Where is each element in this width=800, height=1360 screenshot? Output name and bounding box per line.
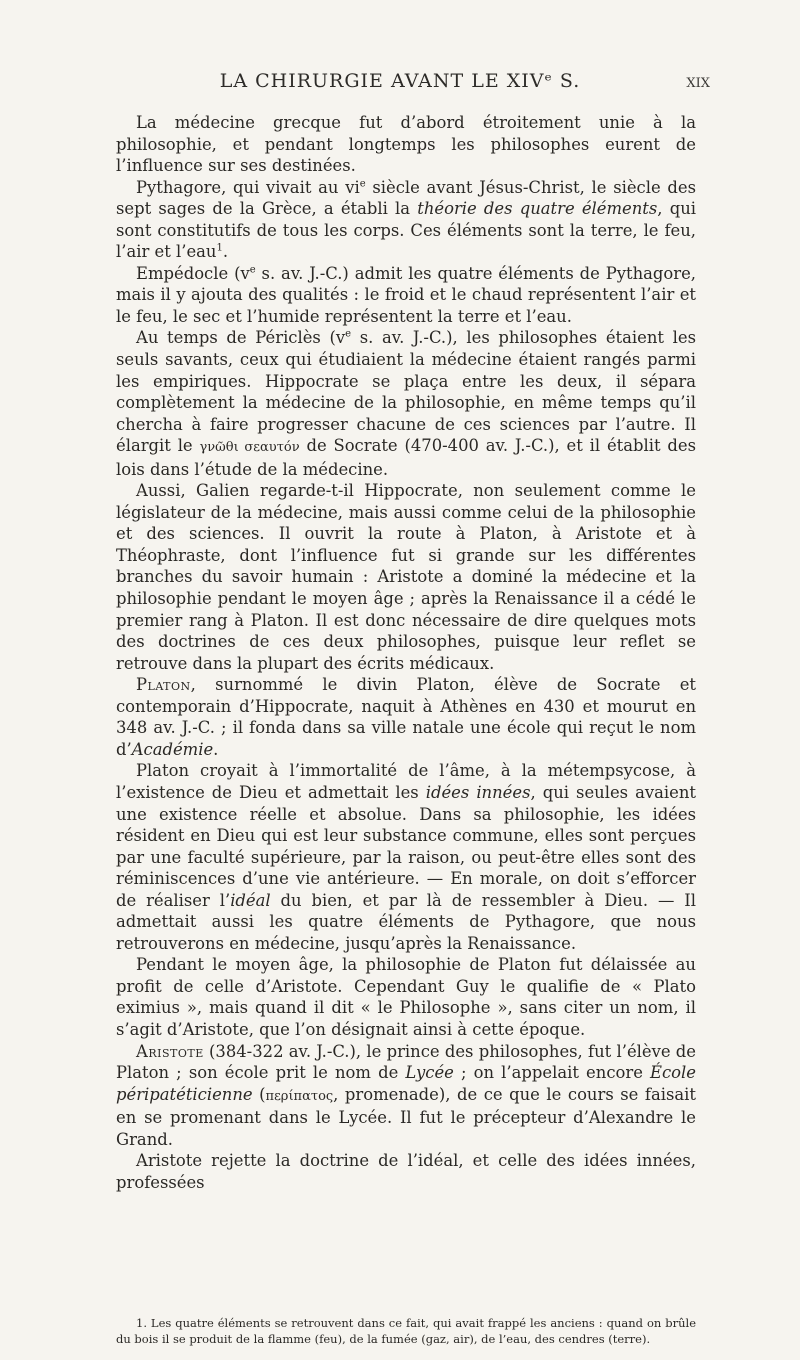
- running-title: LA CHIRURGIE AVANT LE XIVᵉ S.: [219, 70, 581, 92]
- text-run: , promenade), de ce que le cours se faisait en se promenant dans le Lycée. Il fut le précepteur d’Alexandre le Grand.: [116, 1084, 696, 1149]
- text-run: Au temps de Périclès (v: [136, 328, 346, 348]
- italic-text: idées innées: [425, 782, 531, 802]
- paragraph: [116, 112, 696, 177]
- text-run: du bien, et par là de ressembler à Dieu. — Il admettait aussi les quatre éléments de Pythagore, que nous retrouverons en médecine, jusqu’après la Renaissance.: [116, 890, 696, 953]
- text-run: Aussi, Galien regarde-t-il Hippocrate, non seulement comme le législateur de la médecine, mais aussi comme celui de la philosophie et des sciences. Il ouvrit la route à Platon, à Aristote et à Théophraste, dont l’influence fut si grande sur les différentes branches du savoir humain : Aristote a dominé la médecine et la philosophie pendant le moyen âge ; après la Renaissance il a cédé le premier rang à Platon. Il est donc nécessaire de dire quelques mots des doctrines de ces deux philosophes, puisque leur reflet se retrouve dans la plupart des écrits médicaux.: [116, 481, 696, 673]
- italic-text: théorie des quatre éléments: [417, 199, 658, 219]
- text-run: (384-322 av. J.-C.), le prince des philosophes, fut l’élève de Platon ; son école prit le nom de: [116, 1041, 696, 1083]
- text-run: Aristote: [136, 1041, 204, 1061]
- paragraph: [116, 674, 696, 760]
- text-run: Empédocle (v: [136, 263, 250, 283]
- text-run: γνῶθι σεαυτόν: [199, 440, 300, 456]
- text-run: Platon croyait à l’immortalité de l’âme, à la métempsycose, à l’existence de Dieu et admettait les: [116, 761, 696, 802]
- text-run: .: [213, 739, 219, 759]
- footnote: [116, 1316, 696, 1347]
- text-run: Platon: [136, 675, 191, 695]
- italic-text: École péripatéticienne: [116, 1063, 696, 1104]
- superscript: e: [359, 178, 366, 190]
- paragraph: [116, 177, 696, 263]
- paragraph: [116, 327, 696, 480]
- text-run: s. av. J.-C.) admit les quatre éléments de Pythagore, mais il y ajouta des qualités : le froid et le chaud représentent l’air et le feu, le sec et l’humide représentent la terre et l’eau.: [116, 263, 697, 326]
- body-text: [116, 112, 696, 1193]
- text-run: ; on l’appelait encore: [453, 1063, 651, 1083]
- text-run: Aristote rejette la doctrine de l’idéal, et celle des idées innées, professées: [116, 1151, 696, 1192]
- text-run: , surnommé le divin Platon, élève de Socrate et contemporain d’Hippocrate, naquit à Athènes en 430 et mourut en 348 av. J.-C. ; il fonda dans sa ville natale une école qui reçut le nom d’: [116, 675, 696, 759]
- text-run: siècle avant Jésus-Christ, le siècle des sept sages de la Grèce, a établi la: [116, 177, 696, 219]
- superscript: e: [249, 264, 256, 276]
- text-run: Pythagore, qui vivait au vi: [136, 177, 360, 197]
- paragraph: [116, 1041, 696, 1151]
- text-run: La médecine grecque fut d’abord étroitement unie à la philosophie, et pendant longtemps les philosophes eurent de l’influence sur ses destinées.: [116, 113, 696, 176]
- text-run: Pendant le moyen âge, la philosophie de Platon fut délaissée au profit de celle d’Aristote. Cependant Guy le qualifie de « Plato eximius », mais quand il dit « le Philosophe », sans citer un nom, il s’agit d’Aristote, que l’on désignait ainsi à cette époque.: [116, 955, 696, 1039]
- superscript: e: [345, 329, 352, 340]
- italic-text: Lycée: [405, 1063, 454, 1083]
- superscript: 1: [216, 242, 223, 254]
- text-run: , qui sont constitutifs de tous les corps. Ces éléments sont la terre, le feu, l’air et l’eau: [116, 199, 696, 262]
- text-run: s. av. J.-C.), les philosophes étaient les seuls savants, ceux qui étudiaient la médecine étaient rangés parmi les empiriques. Hippocrate se plaça entre les deux, il sépara complètement la médecine de la philosophie, en même temps qu’il chercha à faire progresser chacune de ces sciences par l’autre. Il élargit le: [116, 328, 696, 456]
- text-run: 1. Les quatre éléments se retrouvent dans ce fait, qui avait frappé les anciens : quand on brûle du bois il se produit de la flamme (feu), de la fumée (gaz, air), de l’eau, des cendres (terre).: [116, 1316, 696, 1346]
- paragraph: [116, 1150, 696, 1193]
- text-run: .: [222, 242, 229, 262]
- text-run: de Socrate (470-400 av. J.-C.), et il établit des lois dans l’étude de la médecine.: [116, 436, 696, 479]
- text-run: , qui seules avaient une existence réelle et absolue. Dans sa philosophie, les idées résident en Dieu qui est leur substance commune, elles sont perçues par une faculté supérieure, par la raison, ou peut-être elles sont des réminiscences d’une vie antérieure. — En morale, on doit s’efforcer de réaliser l’: [116, 782, 696, 910]
- italic-text: Académie: [131, 739, 214, 759]
- paragraph: [116, 263, 696, 328]
- paragraph: [116, 954, 696, 1040]
- footnotes: [116, 1316, 696, 1347]
- italic-text: idéal: [230, 890, 271, 910]
- text-run: περίπατος: [265, 1088, 334, 1104]
- page-number: XIX: [686, 76, 710, 91]
- paragraph: [116, 480, 696, 674]
- paragraph: [116, 760, 696, 954]
- text-run: (: [252, 1084, 266, 1104]
